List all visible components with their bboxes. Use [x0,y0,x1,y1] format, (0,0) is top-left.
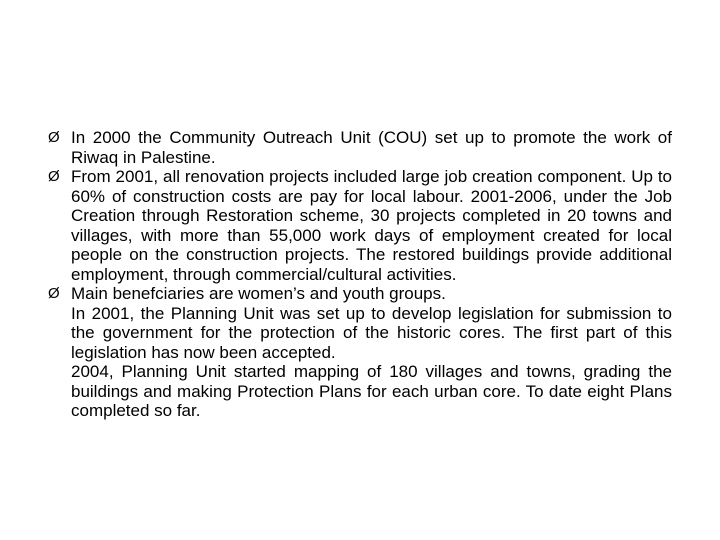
bullet-text: In 2000 the Community Outreach Unit (COU) set up to promote the work of Riwaq in Palestine. [71,128,672,167]
arrow-bullet-icon: Ø [48,168,60,185]
bullet-text: From 2001, all renovation projects included large job creation component. Up to 60% of construction costs are pay for local labour. 2001-2006, under the Job Creation through Restoration scheme, 30 projects completed in 20 towns and villages, with more than 55,000 work days of employment created for local people on the construction projects. The restored buildings provide additional employment, through commercial/cultural activities. [71,167,672,284]
bullet-item-cou [48,128,672,167]
arrow-bullet-icon: Ø [48,129,60,146]
paragraph-planning-unit [48,304,672,363]
slide-body [48,128,672,421]
bullet-text: Main benefciaries are women’s and youth groups. [71,284,446,303]
paragraph-text: 2004, Planning Unit started mapping of 180 villages and towns, grading the buildings and making Protection Plans for each urban core. To date eight Plans completed so far. [71,362,672,420]
paragraph-text: In 2001, the Planning Unit was set up to develop legislation for submission to the government for the protection of the historic cores. The first part of this legislation has now been accepted. [71,303,672,362]
bullet-item-job-creation [48,167,672,284]
paragraph-mapping [48,362,672,421]
arrow-bullet-icon: Ø [48,285,60,302]
bullet-item-beneficiaries [48,284,672,304]
